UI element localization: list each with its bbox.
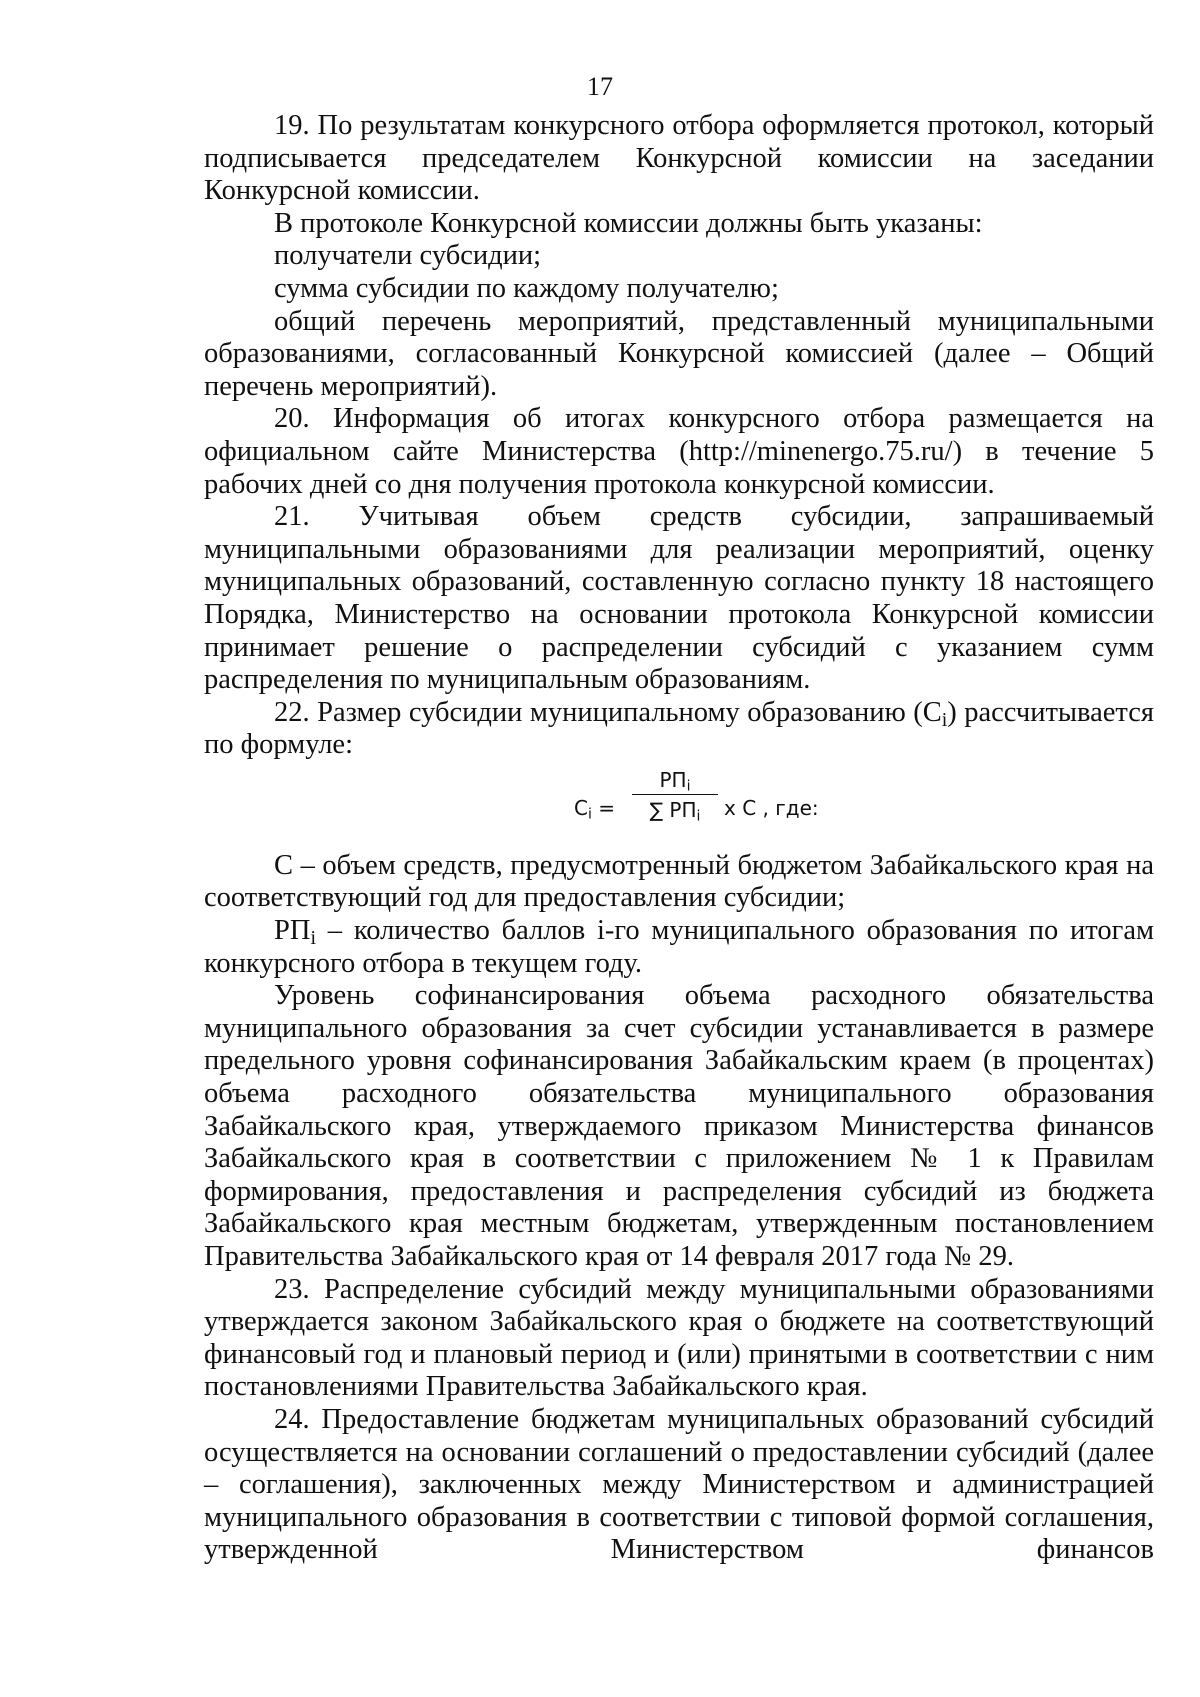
formula-fraction [632, 768, 718, 823]
paragraph-22 [204, 697, 1154, 762]
paragraph-cofinancing: Уровень софинансирования объема расходного обязательства муниципального образования за счет субсидии устанавливается в размере предельного уровня софинансирования Забайкальским краем (в процентах) объема расходного обязательства муниципального образования Забайкальского края, утверждаемого приказом Министерства финансов Забайкальского края в соответствии с приложением № 1 к Правилам формирования, предоставления и распределения субсидий из бюджета Забайкальского края местным бюджетам, утвержденным постановлением Правительства Забайкальского края от 14 февраля 2017 года № 29. [204, 980, 1154, 1272]
formula-numerator [632, 768, 718, 795]
paragraph-21: 21. Учитывая объем средств субсидии, запрашиваемый муниципальными образованиями для реализации мероприятий, оценку муниципальных образований, составленную согласно пункту 18 настоящего Порядка, Министерство на основании протокола Конкурсной комиссии принимает решение о распределении субсидий с указанием сумм распределения по муниципальным образованиям. [204, 501, 1154, 696]
formula-denominator [632, 795, 718, 823]
formula-rhs: x C , где: [724, 795, 819, 820]
paragraph-22-subscript: i [941, 708, 948, 731]
definition-rp [204, 915, 1154, 980]
paragraph-20: 20. Информация об итогах конкурсного отбора размещается на официальном сайте Министерства (http://minenergo.75.ru/) в течение 5 рабочих дней со дня получения протокола конкурсной комиссии. [204, 403, 1154, 500]
paragraph-19: 19. По результатам конкурсного отбора оформляется протокол, который подписывается председателем Конкурсной комиссии на заседании Конкурсной комиссии. [204, 110, 1154, 207]
paragraph-19-item-1: получатели субсидии; [274, 240, 542, 272]
formula-equals: = [591, 795, 615, 820]
definition-c: С – объем средств, предусмотренный бюджетом Забайкальского края на соответствующий год для предоставления субсидии; [204, 849, 1154, 914]
subsidy-formula [204, 762, 1154, 850]
document-body [204, 110, 1154, 1567]
paragraph-19-list-intro: В протоколе Конкурсной комиссии должны быть указаны: [274, 207, 983, 239]
formula-numerator-text: РП [659, 767, 687, 792]
formula-denominator-text: РП [669, 797, 697, 822]
definition-rp-subscript: i [310, 927, 316, 950]
definition-rp-head: РП [274, 915, 311, 947]
formula-numerator-subscript: i [686, 778, 691, 795]
formula-lhs-subscript: i [587, 806, 592, 823]
page-number: 17 [587, 72, 613, 101]
formula-sigma: ∑ [649, 797, 664, 822]
paragraph-19-item-3: общий перечень мероприятий, представленный муниципальными образованиями, согласованный Конкурсной комиссией (далее – Общий перечень мероприятий). [204, 305, 1154, 402]
paragraph-23: 23. Распределение субсидий между муниципальными образованиями утверждается законом Забайкальского края о бюджете на соответствующий финансовый год и плановый период и (или) принятыми в соответствии с ним постановлениями Правительства Забайкальского края. [204, 1273, 1154, 1403]
paragraph-22-text: 22. Размер субсидии муниципальному образованию (C [274, 696, 942, 728]
paragraph-19-item-2: сумма субсидии по каждому получателю; [274, 272, 779, 304]
paragraph-22-tail: ) рассчитывается по формуле: [204, 696, 1154, 761]
formula-lhs [574, 792, 615, 825]
paragraph-24: 24. Предоставление бюджетам муниципальных образований субсидий осуществляется на основании соглашений о предоставлении субсидий (далее – соглашения), заключенных между Министерством и администрацией муниципального образования в соответствии с типовой формой соглашения, утвержденной Министерством финансов [204, 1403, 1154, 1566]
definition-rp-tail: – количество баллов i-го муниципального образования по итогам конкурсного отбора в текущем году. [204, 915, 1154, 979]
formula-lhs-letter: C [574, 795, 588, 820]
formula-denominator-subscript: i [696, 808, 701, 825]
